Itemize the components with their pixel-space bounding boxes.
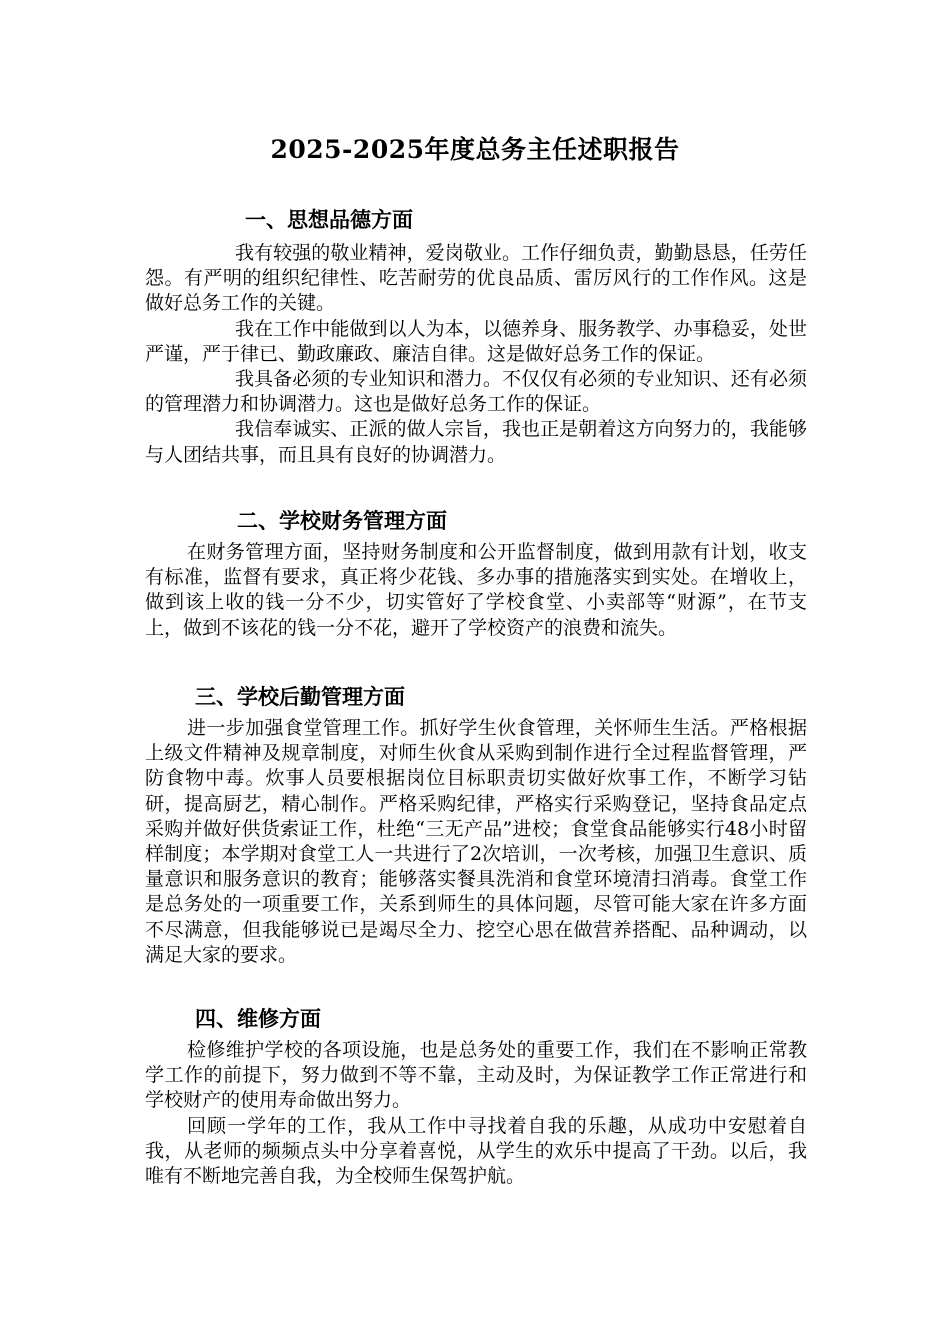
section-heading: 一、思想品德方面 [245,207,413,232]
paragraph: 进一步加强食堂管理工作。抓好学生伙食管理，关怀师生生活。严格根据上级文件精神及规章制度，对师生伙食从采购到制作进行全过程监督管理，严防食物中毒。炊事人员要根据岗位目标职责切实做好炊事工作，不断学习钻研，提高厨艺，精心制作。严格采购纪律，严格实行采购登记，坚持食品定点采购并做好供货索证工作，杜绝“三无产品”进校；食堂食品能够实行48小时留样制度；本学期对食堂工人一共进行了2次培训，一次考核，加强卫生意识、质量意识和服务意识的教育；能够落实餐具洗消和食堂环境清扫消毒。食堂工作是总务处的一项重要工作，关系到师生的具体问题，尽管可能大家在许多方面不尽满意，但我能够说已是竭尽全力、挖空心思在做营养搭配、品种调动，以满足大家的要求。 [145,717,807,966]
paragraph: 我具备必须的专业知识和潜力。不仅仅有必须的专业知识、还有必须的管理潜力和协调潜力。这也是做好总务工作的保证。 [145,368,807,416]
section-logistics [145,682,807,968]
section-heading: 三、学校后勤管理方面 [195,684,405,709]
paragraph: 回顾一学年的工作，我从工作中寻找着自我的乐趣，从成功中安慰着自我，从老师的频频点头中分享着喜悦，从学生的欢乐中提高了干劲。以后，我唯有不断地完善自我，为全校师生保驾护航。 [145,1114,807,1188]
paragraph: 在财务管理方面，坚持财务制度和公开监督制度，做到用款有计划，收支有标准，监督有要求，真正将少花钱、多办事的措施落实到实处。在增收上，做到该上收的钱一分不少，切实管好了学校食堂、小卖部等“财源”，在节支上，做到不该花的钱一分不花，避开了学校资产的浪费和流失。 [145,541,807,639]
paragraph: 我在工作中能做到以人为本，以德养身、服务教学、办事稳妥，处世严谨，严于律已、勤政廉政、廉洁自律。这是做好总务工作的保证。 [145,317,807,365]
document-title: 2025-2025年度总务主任述职报告 [270,135,680,164]
section-ideology [145,205,807,468]
section-heading: 二、学校财务管理方面 [237,508,447,533]
paragraph: 我信奉诚实、正派的做人宗旨，我也正是朝着这方向努力的，我能够与人团结共事，而且具有良好的协调潜力。 [145,418,807,466]
paragraph: 检修维护学校的各项设施，也是总务处的重要工作，我们在不影响正常教学工作的前提下，努力做到不等不靠，主动及时，为保证教学工作正常进行和学校财产的使用寿命做出努力。 [145,1039,807,1112]
paragraph: 我有较强的敬业精神，爱岗敬业。工作仔细负责，勤勤恳恳，任劳任怨。有严明的组织纪律性、吃苦耐劳的优良品质、雷厉风行的工作作风。这是做好总务工作的关键。 [145,242,807,315]
section-heading: 四、维修方面 [195,1006,321,1031]
section-finance [145,506,807,641]
section-maintenance [145,1004,807,1189]
